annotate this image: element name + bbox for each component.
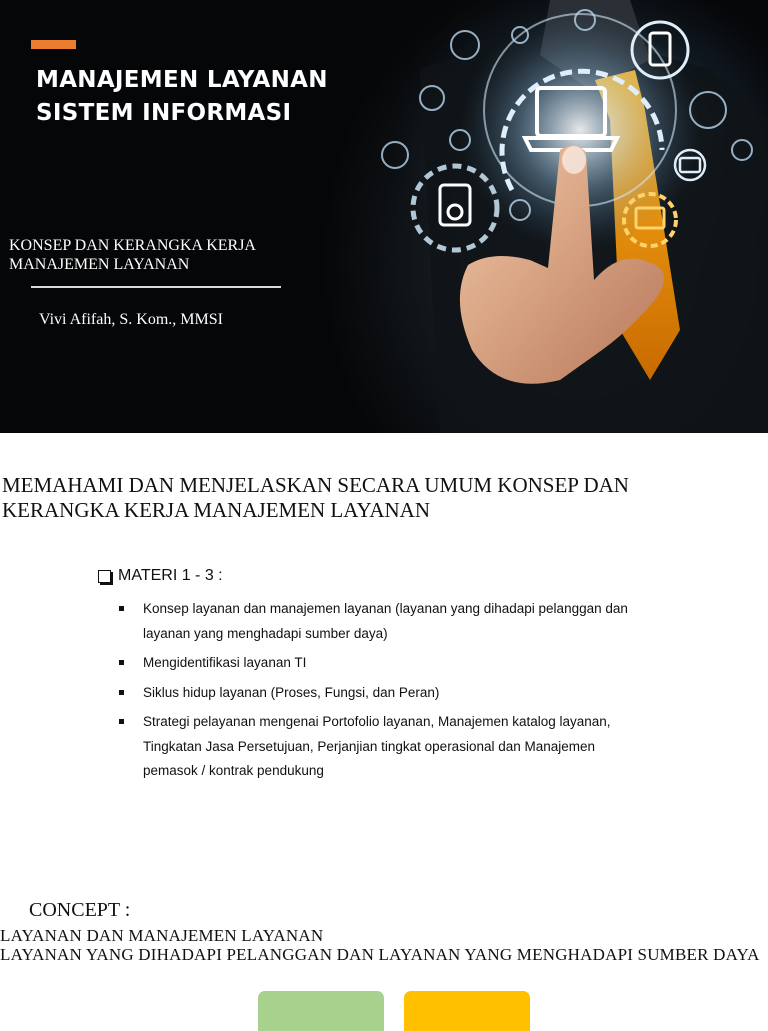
list-item [118, 597, 678, 646]
slide-subtitle-line-1: KONSEP DAN KERANGKA KERJA [9, 237, 256, 254]
concept-line-2 [0, 945, 768, 965]
accent-bar [31, 40, 76, 49]
materi-list [118, 597, 678, 789]
slide-title-line-2: SISTEM INFORMASI [36, 100, 292, 126]
concept-line-2-text: LAYANAN YANG DIHADAPI PELANGGAN DAN LAYANAN YANG MENGHADAPI SUMBER DAYA [0, 945, 760, 964]
concept-title: CONCEPT : [29, 899, 131, 921]
bullet-icon [119, 660, 124, 665]
list-item [118, 710, 678, 784]
title-slide [0, 0, 768, 433]
bullet-icon [119, 690, 124, 695]
materi-header [98, 567, 223, 585]
bullet-icon [119, 606, 124, 611]
list-item-line: layanan yang menghadapi sumber daya) [143, 625, 388, 641]
slide-subtitle [9, 236, 309, 274]
subtitle-divider [31, 286, 281, 288]
concept-card-yellow [404, 991, 530, 1031]
slide-title [36, 64, 416, 130]
concept-line-1: LAYANAN DAN MANAJEMEN LAYANAN [0, 926, 324, 945]
slide-title-line-1: MANAJEMEN LAYANAN [36, 67, 328, 93]
concept-card-green [258, 991, 384, 1031]
tech-hand-illustration [380, 0, 768, 433]
author-name: Vivi Afifah, S. Kom., MMSI [39, 311, 223, 328]
list-item-line: pemasok / kontrak pendukung [143, 763, 324, 778]
slide-heading-line-2: KERANGKA KERJA MANAJEMEN LAYANAN [2, 498, 430, 522]
list-item-line: Siklus hidup layanan (Proses, Fungsi, dan Peran) [143, 684, 440, 700]
list-item-line: Mengidentifikasi layanan TI [143, 655, 307, 670]
list-item-line: Tingkatan Jasa Persetujuan, Perjanjian tingkat operasional dan Manajemen [143, 738, 596, 754]
list-item [118, 651, 678, 676]
list-item-line: Konsep layanan dan manajemen layanan (layanan yang dihadapi pelanggan dan [143, 601, 628, 616]
list-item-line: Strategi pelayanan mengenai Portofolio layanan, Manajemen katalog layanan, [143, 714, 611, 729]
bullet-icon [119, 719, 124, 724]
slide-subtitle-line-2: MANAJEMEN LAYANAN [9, 256, 190, 273]
materi-label: MATERI 1 - 3 : [118, 567, 223, 584]
checkbox-icon [98, 570, 111, 583]
slide-heading [2, 473, 762, 523]
slide-heading-line-1: MEMAHAMI DAN MENJELASKAN SECARA UMUM KONSEP DAN [2, 473, 629, 497]
list-item [118, 681, 678, 706]
